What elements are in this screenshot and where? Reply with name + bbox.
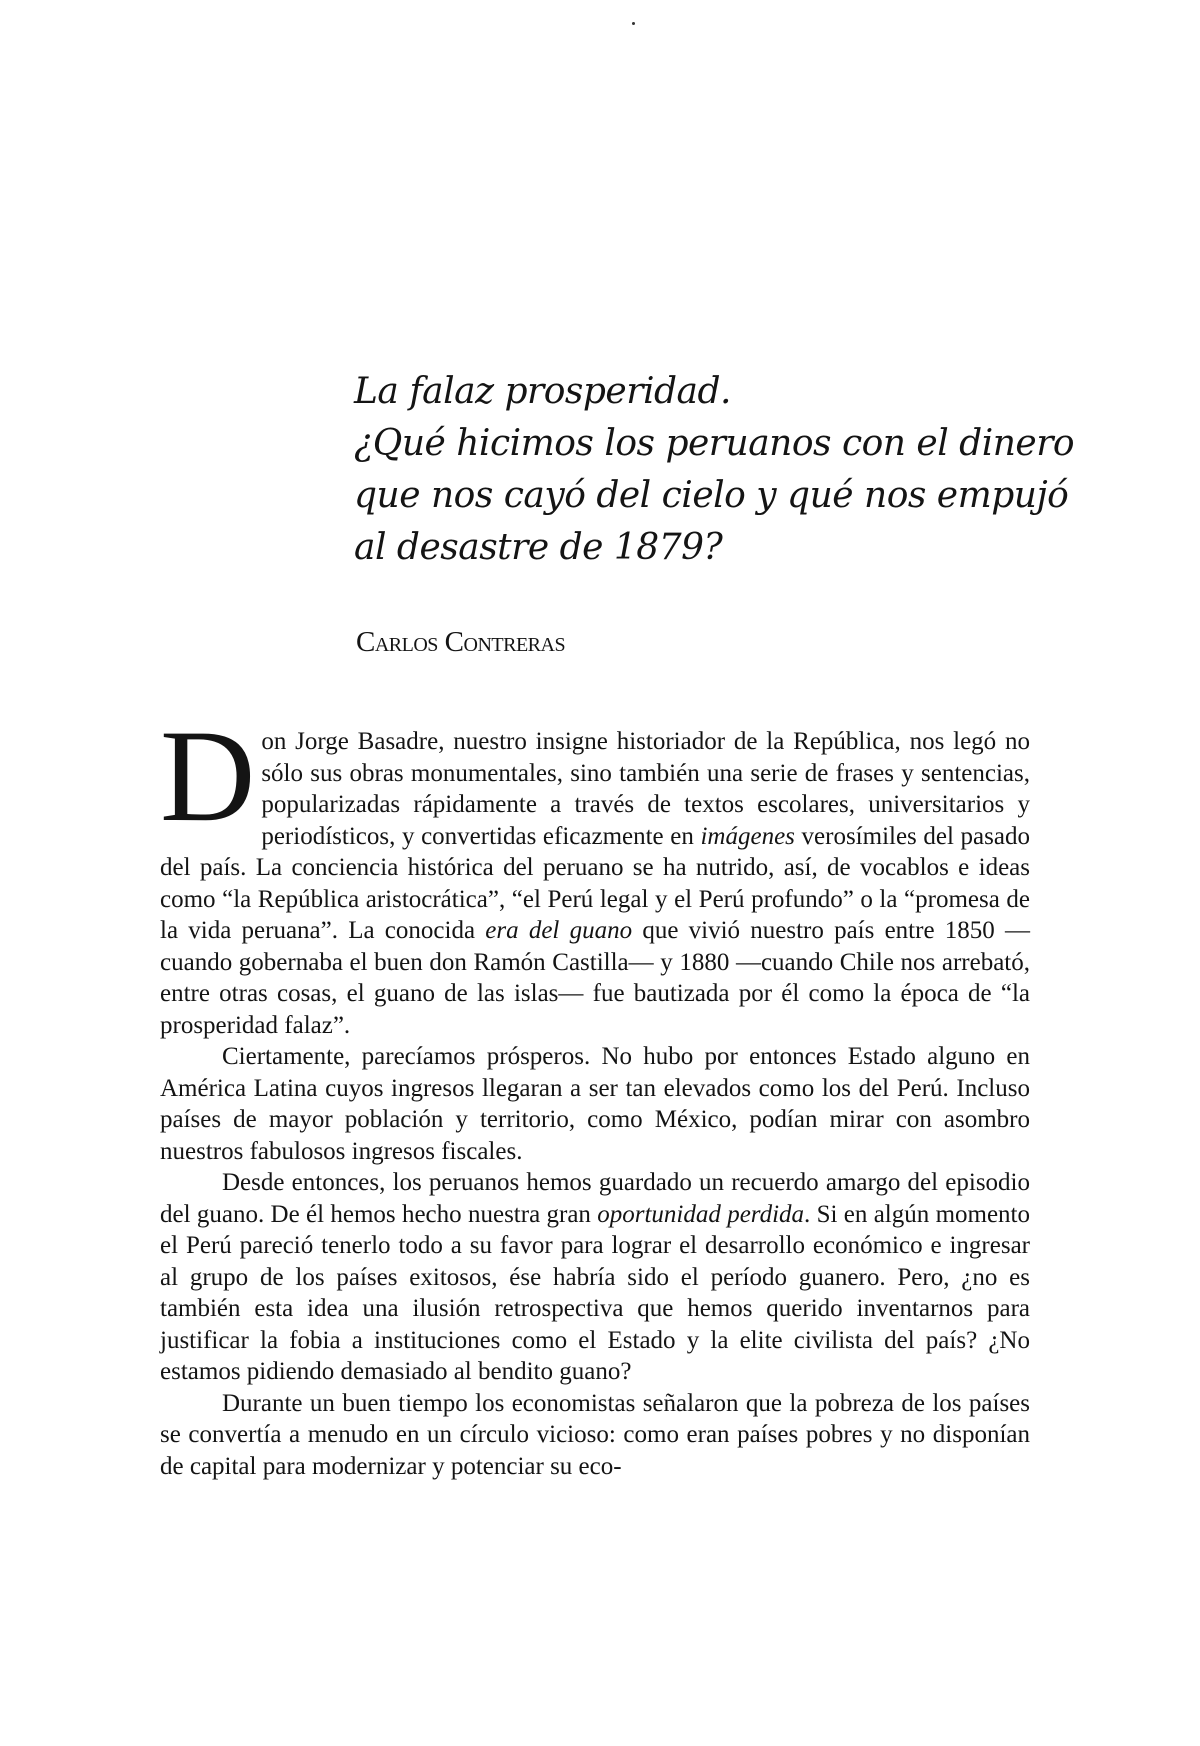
- title-line: ¿Qué hicimos los peruanos con el dinero: [354, 423, 1075, 464]
- drop-cap: D: [160, 702, 256, 849]
- paragraph-2: Ciertamente, parecíamos prósperos. No hubo por entonces Estado alguno en América Latina cuyos ingresos llegaran a ser tan elevados como los del Perú. Incluso países de mayor población y territorio, como México, podían mirar con asombro nuestros fabulosos ingresos fiscales.: [160, 1043, 1030, 1165]
- emphasis-text: imágenes: [700, 822, 795, 850]
- title-line: al desastre de 1879?: [354, 527, 723, 568]
- author-name: Carlos Contreras: [356, 626, 566, 658]
- title-line: que nos cayó del cielo y qué nos empujó: [354, 475, 1069, 516]
- emphasis-text: oportunidad perdida: [597, 1200, 805, 1228]
- paragraph-4: Durante un buen tiempo los economistas señalaron que la pobreza de los países se convertía a menudo en un círculo vicioso: como eran países pobres y no disponían de capital para modernizar y potenciar su eco-: [160, 1389, 1030, 1480]
- paragraph-1: [160, 702, 1030, 1041]
- article-title: [354, 366, 1074, 574]
- paragraph-3: [160, 1167, 1030, 1388]
- title-line: La falaz prosperidad.: [354, 371, 731, 412]
- paragraph-text: verosímiles del pasado del país. La conciencia histórica del peruano se ha nutrido, así, de vocablos e ideas como “la República aristocrática”, “el Perú legal y el Perú profundo” o la “promesa de la vida peruana”. La conocida: [160, 822, 1030, 944]
- paragraph-text: Desde entonces, los peruanos hemos guardado un recuerdo amargo del episodio del guano. De él hemos hecho nuestra gran: [160, 1169, 1030, 1228]
- article-body: [160, 702, 1031, 1482]
- emphasis-text: era del guano: [485, 917, 633, 944]
- paragraph-text: on Jorge Basadre, nuestro insigne historiador de la República, nos legó no sólo sus obras monumentales, sino también una serie de frases y sentencias, popularizadas rápidamente a través de textos escolares, universitarios y periodísticos, y convertidas eficazmente en: [261, 728, 1030, 850]
- paragraph-text: que vivió nuestro país entre 1850 —cuando gobernaba el buen don Ramón Castilla— y 1880 —cuando Chile nos arrebató, entre otras cosas, el guano de las islas— fue bautizada por él como la época de “la prosperidad falaz”.: [160, 917, 1030, 1039]
- paragraph-text: . Si en algún momento el Perú pareció tenerlo todo a su favor para lograr el desarrollo económico e ingresar al grupo de los países exitosos, ése habría sido el período guanero. Pero, ¿no es también esta idea una ilusión retrospectiva que hemos querido inventarnos para justificar la fobia a instituciones como el Estado y la elite civilista del país? ¿No estamos pidiendo demasiado al bendito guano?: [160, 1200, 1031, 1385]
- print-speck: [632, 22, 635, 25]
